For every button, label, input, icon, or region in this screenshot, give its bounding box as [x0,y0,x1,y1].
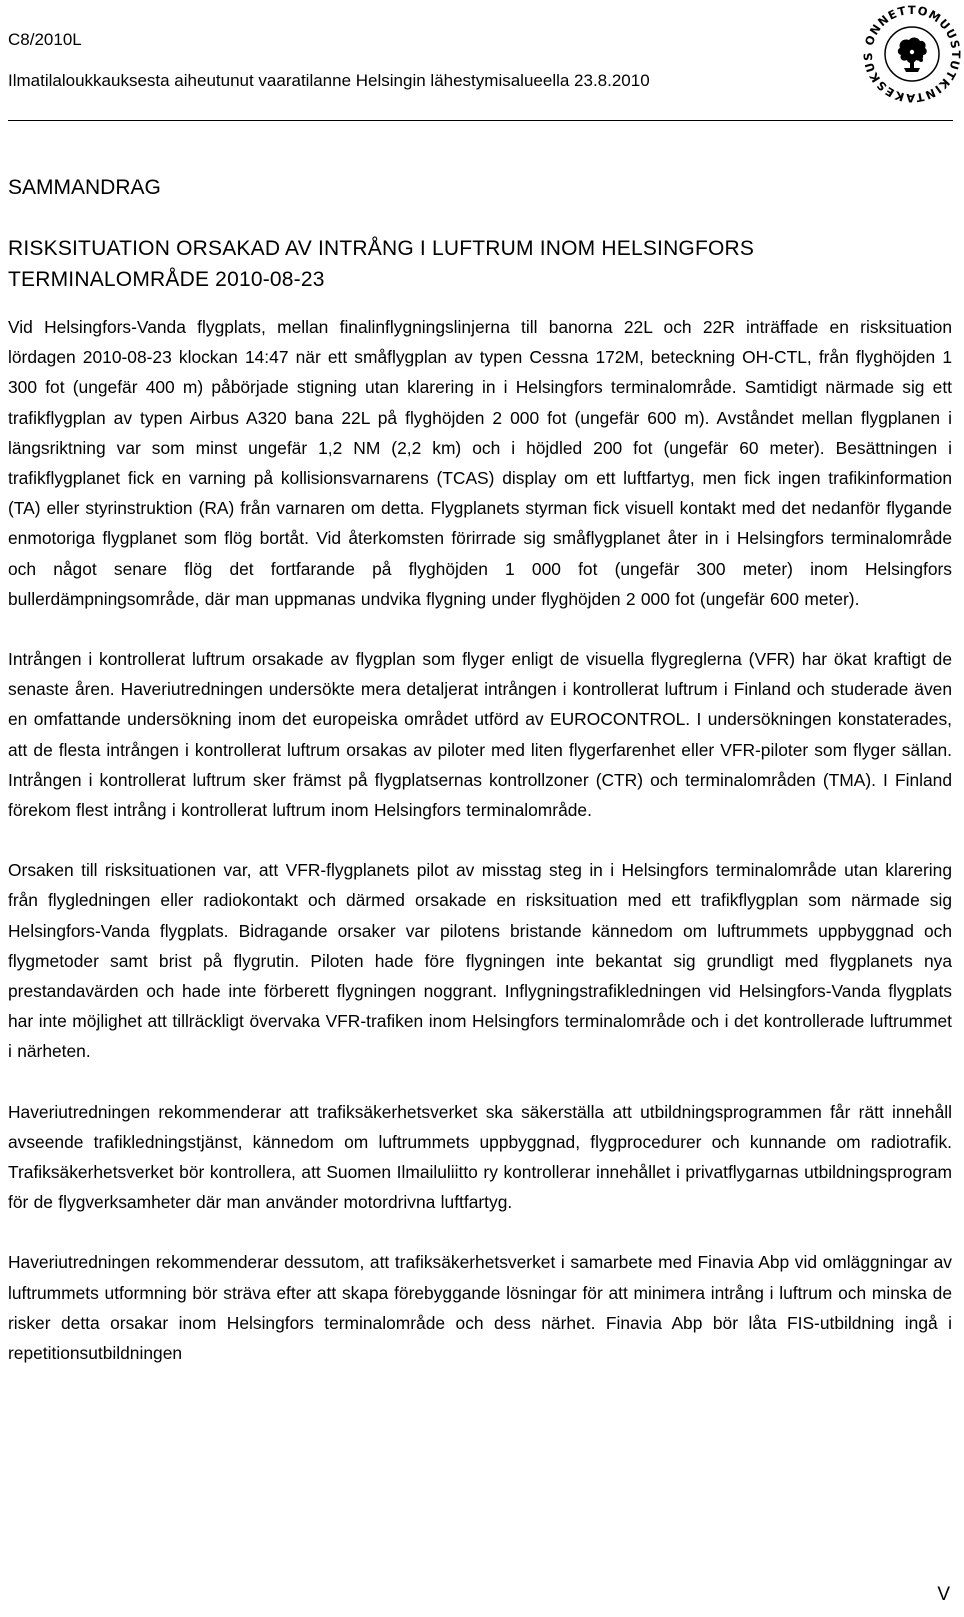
page-number: V [937,1584,950,1605]
summary-paragraph: Intrången i kontrollerat luftrum orsakade av flygplan som flyger enligt de visuella flygreglerna (VFR) har ökat kraftigt de senaste åren. Haveriutredningen undersökte mera detaljerat intrången i kontrollerat luftrum i Finland och studerade även en omfattande undersökning inom det europeiska området utförd av EUROCONTROL. I undersökningen konstaterades, att de flesta intrången i kontrollerat luftrum orsakas av piloter med liten flygerfarenhet eller VFR-piloter som flyger sällan. Intrången i kontrollerat luftrum sker främst på flygplatsernas kontrollzoner (CTR) och terminalområden (TMA). I Finland förekom flest intrång i kontrollerat luftrum inom Helsingfors terminalområde. [8,649,952,821]
main-content [8,174,952,1398]
seal-logo-icon [860,2,964,106]
summary-paragraph: Orsaken till risksituationen var, att VFR-flygplanets pilot av misstag steg in i Helsingfors terminalområde utan klarering från flygledningen eller radiokontakt och därmed orsakade en risksituation med ett trafikflygplan som närmade sig Helsingfors-Vanda flygplats. Bidragande orsaker var pilotens bristande kännedom om luftrummets uppbyggnad och flygmetoder samt brist på flygrutin. Piloten hade före flygningen inte bekantat sig grundligt med flygplanets nya prestandavärden och hade inte förberett flygningen noggrant. Inflygningstrafikledningen vid Helsingfors-Vanda flygplats har inte möjlighet att tillräckligt övervaka VFR-trafiken inom Helsingfors terminalområde och i det kontrollerade luftrummet i närheten. [8,860,952,1062]
document-title: RISKSITUATION ORSAKAD AV INTRÅNG I LUFTRUM INOM HELSINGFORS TERMINALOMRÅDE 2010-08-23 [8,237,755,291]
seal-text: ONNETTOMUUSTUTKINTAKESKUS [860,2,964,106]
section-title: SAMMANDRAG [8,176,161,199]
document-code: C8/2010L [8,30,82,49]
summary-paragraph: Vid Helsingfors-Vanda flygplats, mellan finalinflygningslinjerna till banorna 22L och 22R inträffade en risksituation lördagen 2010-08-23 klockan 14:47 när ett småflygplan av typen Cessna 172M, beteckning OH-CTL, från flyghöjden 1 300 fot (ungefär 400 m) påbörjade stigning utan klarering in i Helsingfors terminalområde. Samtidigt närmade sig ett trafikflygplan av typen Airbus A320 bana 22L på flyghöjden 2 000 fot (ungefär 600 m). Avståndet mellan flygplanen i längsriktning var som minst ungefär 1,2 NM (2,2 km) och i höjdled 200 fot (ungefär 60 meter). Besättningen i trafikflygplanet fick en varning på kollisionsvarnarens (TCAS) display om ett luftfartyg, men fick ingen trafikinformation (TA) eller styrinstruktion (RA) från varnaren om detta. Flygplanets styrman fick visuell kontakt med det nedanför flygande enmotoriga flygplanet som flög bortåt. Vid återkomsten förirrade sig småflygplanet åter in i Helsingfors terminalområde och något senare flög det fortfarande på flyghöjden 1 000 fot (ungefär 300 meter) inom Helsingfors bullerdämpningsområde, där man uppmanas undvika flygning under flyghöjden 2 000 fot (ungefär 600 meter). [8,317,952,609]
header-divider [8,120,953,121]
summary-paragraph: Haveriutredningen rekommenderar dessutom, att trafiksäkerhetsverket i samarbete med Finavia Abp vid omläggningar av luftrummets utformning bör sträva efter att skapa förebyggande lösningar för att minimera intrång i luftrum och minska de risker detta orsakar inom Helsingfors terminalområde och dess närhet. Finavia Abp bör låta FIS-utbildning ingå i repetitionsutbildningen [8,1252,952,1364]
summary-paragraph: Haveriutredningen rekommenderar att trafiksäkerhetsverket ska säkerställa att utbildningsprogrammen får rätt innehåll avseende trafikledningstjänst, kännedom om luftrummets uppbyggnad, flygprocedurer och kunnande om radiotrafik. Trafiksäkerhetsverket bör kontrollera, att Suomen Ilmailuliitto ry kontrollerar innehållet i privatflygarnas utbildningsprogram för de flygverksamheter där man använder motordrivna luftfartyg. [8,1101,952,1213]
document-subtitle: Ilmatilaloukkauksesta aiheutunut vaaratilanne Helsingin lähestymisalueella 23.8.2010 [8,71,650,90]
page-header [8,2,964,125]
